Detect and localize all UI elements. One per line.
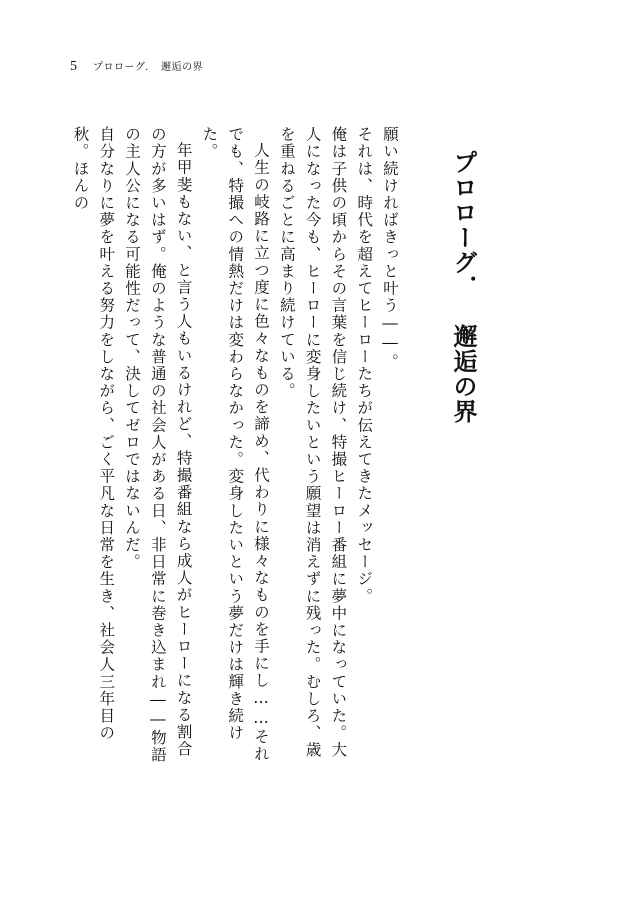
paragraph: 年甲斐もない、と言う人もいるけれど、特撮番組なら成人がヒーローになる割合の方が多いはず。俺のような普通の社会人がある日、非日常に巻き込まれ――物語の主人公になる可能性だって、決してゼロではないんだ。 — [123, 126, 193, 764]
paragraph: 自分なりに夢を叶える努力をしながら、ごく平凡な日常を生き、社会人三年目の秋。ほんの — [71, 126, 116, 742]
paragraph: それは、時代を超えてヒーローたちが伝えてきたメッセージ。 — [355, 126, 374, 605]
paragraph: 俺は子供の頃からその言葉を信じ続け、特撮ヒーロー番組に夢中になっていた。大人になった今も、ヒーローに変身したいという願望は消えずに残った。むしろ、歳を重ねるごとに高まり続けている。 — [277, 126, 348, 759]
chapter-title-main: 邂逅の界 — [449, 324, 477, 424]
page-number: 5 — [70, 59, 77, 74]
paragraph: 願い続ければきっと叶う――。 — [381, 126, 399, 371]
chapter-title-prefix: プロローグ． — [449, 150, 477, 300]
body-text — [71, 126, 402, 766]
page-header — [70, 58, 203, 78]
paragraph: 人生の岐路に立つ度に色々なものを諦め、代わりに様々なものを手にし……それでも、特撮への情熱だけは変わらなかった。変身したいという夢だけは輝き続けた。 — [200, 126, 271, 763]
running-title: プロローグ． 邂逅の界 — [93, 62, 204, 73]
chapter-title — [442, 150, 484, 450]
